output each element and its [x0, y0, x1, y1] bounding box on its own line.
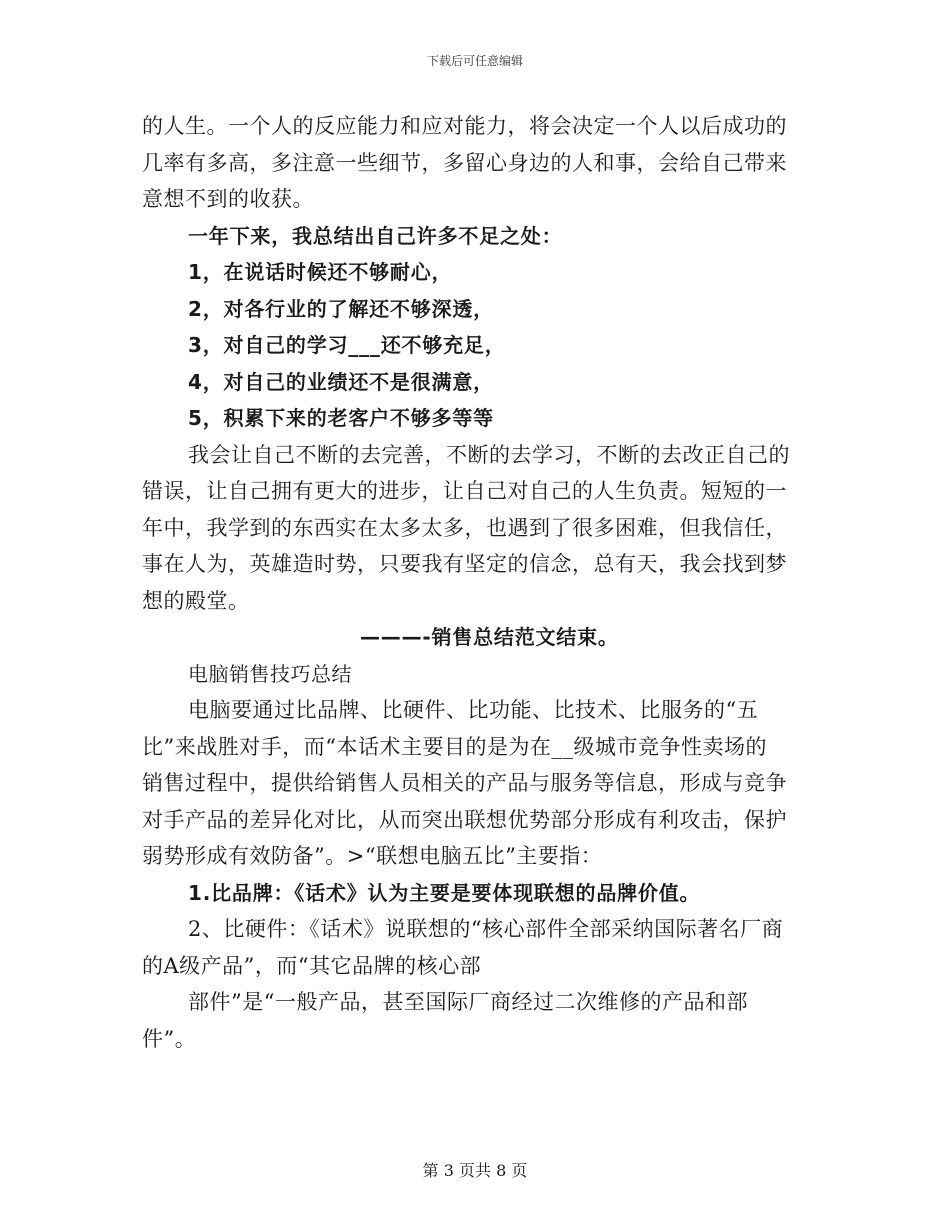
- list-item: 5，积累下来的老客户不够多等等: [188, 406, 494, 430]
- page-footer: 第 3 页共 8 页: [422, 1161, 528, 1180]
- comparison-item: 2、比硬件：《话术》说联想的“核心部件全部采纳国际著名厂商: [188, 917, 784, 941]
- paragraph-line: 的人生。一个人的反应能力和应对能力，将会决定一个人以后成功的: [142, 114, 787, 138]
- section-title: 电脑销售技巧总结: [188, 661, 352, 686]
- paragraph-line: 电脑要通过比品牌、比硬件、比功能、比技术、比服务的“五: [188, 698, 759, 722]
- paragraph-line: 的A级产品”，而“其它品牌的核心部: [142, 953, 482, 978]
- paragraph-line: 几率有多高，多注意一些细节，多留心身边的人和事，会给自己带来: [142, 150, 787, 175]
- paragraph-line: 我会让自己不断的去完善，不断的去学习，不断的去改正自己的: [188, 442, 790, 467]
- section-end-line: ———-销售总结范文结束。: [360, 625, 619, 649]
- list-item: 2，对各行业的了解还不够深透，: [188, 296, 494, 321]
- list-item: 1，在说话时候还不够耐心，: [188, 260, 453, 284]
- list-item: 4，对自己的业绩还不是很满意，: [188, 369, 494, 394]
- paragraph-line: 销售过程中，提供给销售人员相关的产品与服务等信息，形成与竞争: [142, 771, 787, 795]
- paragraph-line: 事在人为，英雄造时势，只要我有坚定的信念，总有天，我会找到梦: [142, 552, 787, 576]
- paragraph-line: 错误，让自己拥有更大的进步，让自己对自己的人生负责。短短的一: [142, 479, 787, 503]
- paragraph-line: 对手产品的差异化对比，从而突出联想优势部分形成有利攻击，保护: [142, 807, 787, 832]
- paragraph-line: 意想不到的收获。: [142, 187, 314, 211]
- page-header: 下载后可任意编辑: [426, 54, 523, 68]
- paragraph-line: 年中，我学到的东西实在太多太多，也遇到了很多困难，但我信任，: [142, 515, 787, 540]
- summary-heading: 一年下来，我总结出自己许多不足之处：: [188, 223, 563, 248]
- paragraph-line: 比”来战胜对手，而“本话术主要目的是为在__级城市竞争性卖场的: [142, 734, 767, 759]
- paragraph-line: 部件”是“一般产品，甚至国际厂商经过二次维修的产品和部: [188, 990, 748, 1014]
- paragraph-line: 弱势形成有效防备”。>“联想电脑五比”主要指：: [142, 844, 603, 868]
- paragraph-line: 件”。: [142, 1026, 197, 1051]
- list-item: 3，对自己的学习___还不够充足，: [188, 333, 506, 357]
- document-body: [142, 108, 802, 1057]
- paragraph-line: 想的殿堂。: [142, 588, 250, 613]
- comparison-item: 1.比品牌：《话术》认为主要是要体现联想的品牌价值。: [188, 880, 701, 905]
